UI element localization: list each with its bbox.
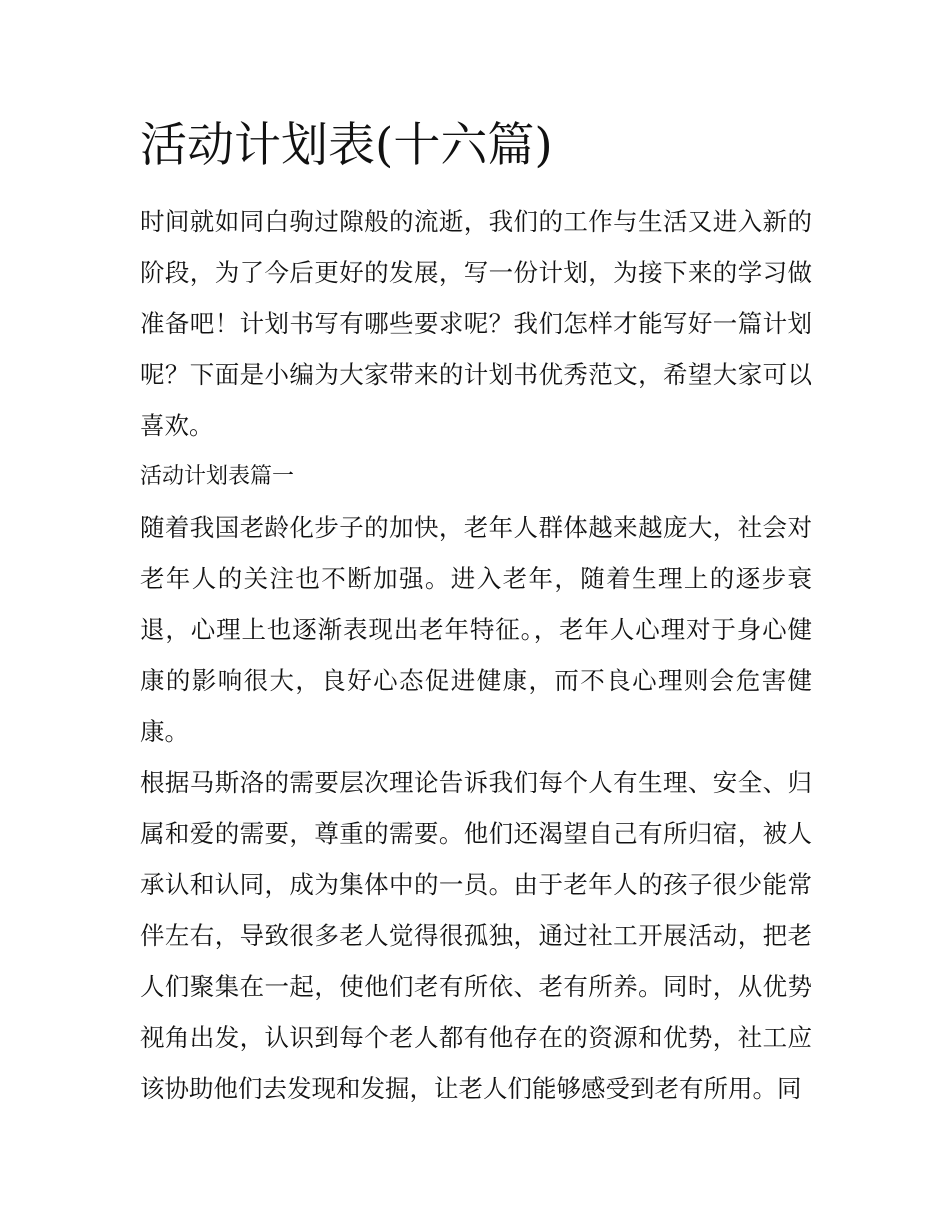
document-title: 活动计划表(十六篇) bbox=[140, 118, 553, 173]
intro-paragraph: 时间就如同白驹过隙般的流逝，我们的工作与生活又进入新的阶段，为了今后更好的发展，写一份计划，为接下来的学习做准备吧！计划书写有哪些要求呢？我们怎样才能写好一篇计划呢？下面是小编为大家带来的计划书优秀范文，希望大家可以喜欢。 bbox=[140, 207, 812, 440]
section-heading: 活动计划表篇一 bbox=[140, 464, 295, 489]
document-body bbox=[140, 196, 812, 1114]
body-paragraph-2: 根据马斯洛的需要层次理论告诉我们每个人有生理、安全、归属和爱的需要，尊重的需要。他们还渴望自己有所归宿，被人承认和认同，成为集体中的一员。由于老年人的孩子很少能常伴左右，导致很多老人觉得很孤独，通过社工开展活动，把老人们聚集在一起，使他们老有所依、老有所养。同时，从优势视角出发，认识到每个老人都有他存在的资源和优势，社工应该协助他们去发现和发掘，让老人们能够感受到老有所用。同 bbox=[140, 768, 812, 1103]
body-paragraph-1: 随着我国老龄化步子的加快，老年人群体越来越庞大，社会对老年人的关注也不断加强。进入老年，随着生理上的逐步衰退，心理上也逐渐表现出老年特征。，老年人心理对于身心健康的影响很大，良好心态促进健康，而不良心理则会危害健康。 bbox=[140, 513, 812, 746]
